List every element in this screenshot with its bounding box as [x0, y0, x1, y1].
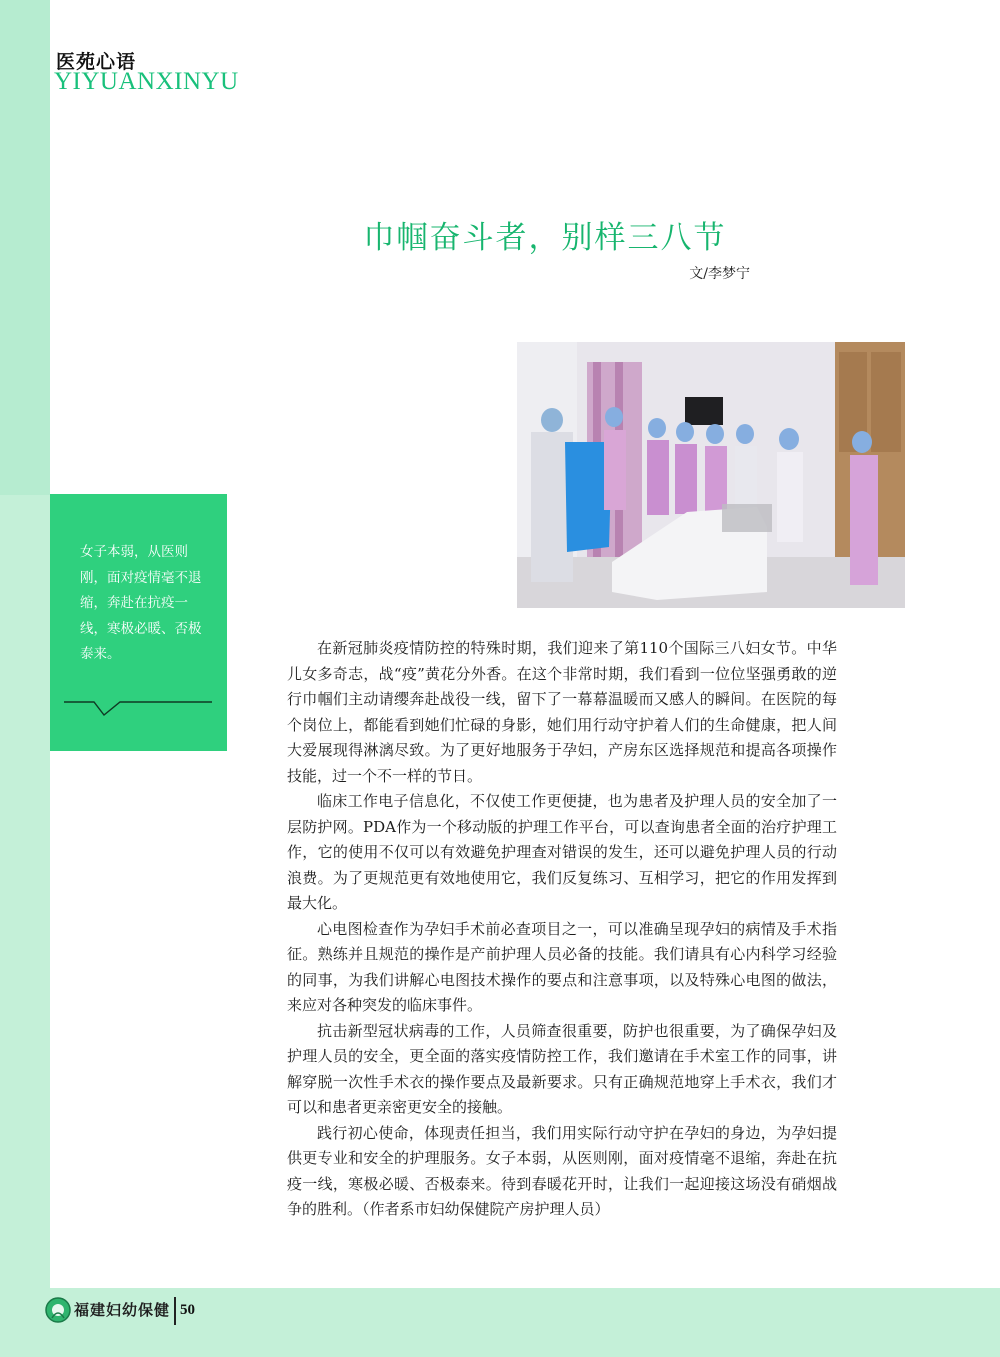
article-paragraph: 心电图检查作为孕妇手术前必查项目之一，可以准确呈现孕妇的病情及手术指征。熟练并且规范的操作是产前护理人员必备的技能。我们请具有心内科学习经验的同事，为我们讲解心电图技术操作的要点和注意事项，以及特殊心电图的做法，来应对各种突发的临床事件。 [287, 919, 837, 1014]
section-title-en: YIYUANXINYU [54, 68, 239, 95]
page-number: 50 [180, 1302, 195, 1318]
article-paragraph: 践行初心使命，体现责任担当，我们用实际行动守护在孕妇的身边，为孕妇提供更专业和安全的护理服务。女子本弱，从医则刚，面对疫情毫不退缩，奔赴在抗疫一线，寒极必暖、否极泰来。待到春暖花开时，让我们一起迎接这场没有硝烟战争的胜利。（作者系市妇幼保健院产房护理人员） [287, 1123, 837, 1218]
section-title-cn: 医苑心语 [56, 51, 137, 73]
article-author: 文/李梦宁 [689, 266, 750, 282]
article-title: 巾帼奋斗者，别样三八节 [363, 220, 727, 256]
article-paragraph: 在新冠肺炎疫情防控的特殊时期，我们迎来了第110个国际三八妇女节。中华儿女多奇志，战“疫”黄花分外香。在这个非常时期，我们看到一位位坚强勇敢的逆行巾帼们主动请缨奔赴战役一线，留下了一幕幕温暖而又感人的瞬间。在医院的每个岗位上，都能看到她们忙碌的身影，她们用行动守护着人们的生命健康，把人间大爱展现得淋漓尽致。为了更好地服务于孕妇，产房东区选择规范和提高各项操作技能，过一个不一样的节日。 [287, 639, 837, 785]
pull-quote-divider [64, 692, 214, 722]
pull-quote-box [50, 494, 227, 751]
left-margin-band-top [0, 0, 50, 495]
footer-separator [174, 1297, 176, 1325]
journal-logo-icon [44, 1296, 72, 1324]
article-photo [517, 342, 905, 608]
nurses-training-photo [517, 342, 905, 608]
article-paragraph: 临床工作电子信息化，不仅使工作更便捷，也为患者及护理人员的安全加了一层防护网。PDA作为一个移动版的护理工作平台，可以查询患者全面的治疗护理工作，它的使用不仅可以有效避免护理查对错误的发生，还可以避免护理人员的行动浪费。为了更规范更有效地使用它，我们反复练习、互相学习，把它的作用发挥到最大化。 [287, 792, 837, 912]
footer-masthead: 福建妇幼保健 [74, 1301, 171, 1319]
pull-quote-text: 女子本弱，从医则刚，面对疫情毫不退缩，奔赴在抗疫一线，寒极必暖、否极泰来。 [80, 544, 202, 662]
article-paragraph: 抗击新型冠状病毒的工作，人员筛查很重要，防护也很重要，为了确保孕妇及护理人员的安全，更全面的落实疫情防控工作，我们邀请在手术室工作的同事，讲解穿脱一次性手术衣的操作要点及最新要求。只有正确规范地穿上手术衣，我们才可以和患者更亲密更安全的接触。 [287, 1021, 837, 1116]
article-body [287, 636, 837, 1223]
